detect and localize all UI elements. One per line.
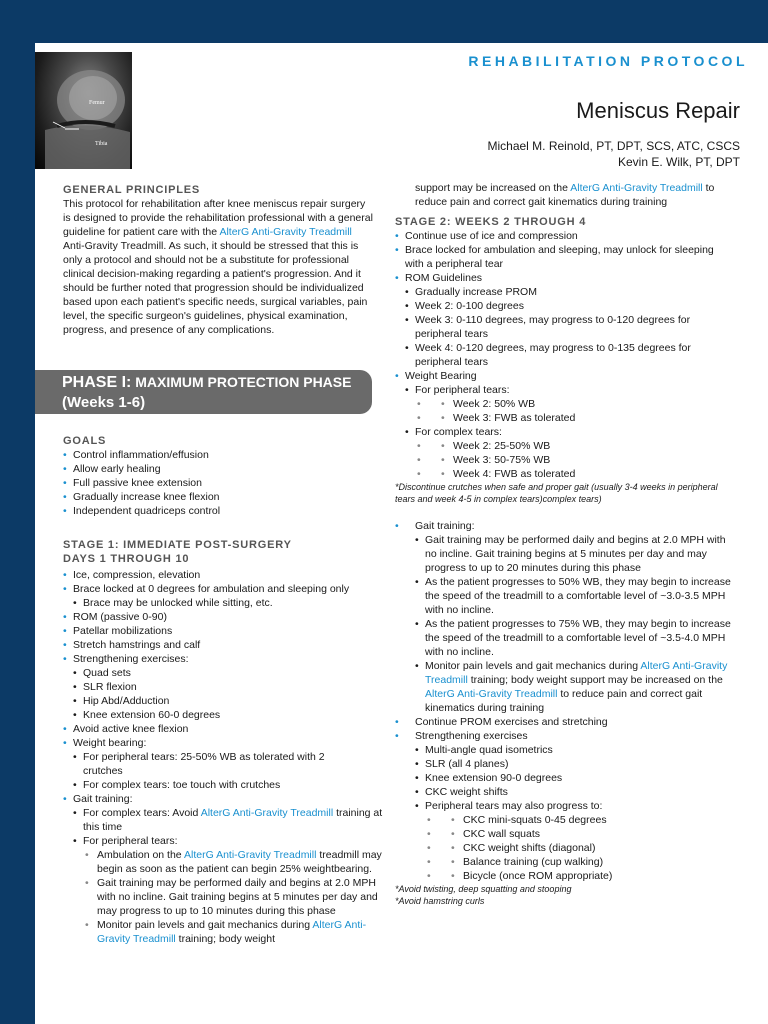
monitor-text: Monitor pain levels and gait mechanics during (425, 660, 641, 672)
stage1-list (63, 568, 383, 946)
stage1-section (63, 538, 383, 946)
goal-item: • Gradually increase knee flexion (63, 490, 383, 504)
progress-value: Balance training (cup walking) (463, 856, 604, 868)
progress-value: CKC mini-squats 0-45 degrees (463, 814, 607, 826)
gait-ambulation (73, 848, 383, 876)
phase-subtitle: MAXIMUM PROTECTION PHASE (135, 374, 352, 390)
wb-peripheral-item: • • Week 3: FWB as tolerated (405, 411, 735, 425)
wb-complex: • For complex tears: (405, 425, 735, 439)
goal-item: • Full passive knee extension (63, 476, 383, 490)
stage1-brace-sub: • Brace may be unlocked while sitting, etc. (73, 596, 383, 610)
protocol-label: REHABILITATION PROTOCOL (468, 53, 748, 69)
progress-value: CKC wall squats (463, 828, 541, 840)
strength-item: • SLR flexion (73, 680, 383, 694)
knee-mri-image (35, 52, 132, 169)
left-column (63, 183, 375, 337)
protocol-sheet (35, 43, 768, 1024)
wb-value: Week 2: 25-50% WB (453, 440, 551, 452)
rom-item: • Week 2: 0-100 degrees (405, 299, 735, 313)
femur-label: Femur (89, 100, 105, 106)
general-text-2: Anti-Gravity Treadmill. As such, it should be stressed that this is only a protocol and should not be a substitute for professional clinical decision-making regarding a patient's progression. And it should be further noted that progression should be individualized based upon each patient's specific needs, surgical variables, pain level, the specific surgeon's guidelines, physical examination, progress, and presence of any complications. (63, 240, 368, 336)
stage1-item (63, 582, 383, 610)
wb-complex-item: • • Week 2: 25-50% WB (405, 439, 735, 453)
phase-weeks: (Weeks 1-6) (62, 394, 146, 411)
avoid-note-1: *Avoid twisting, deep squatting and stooping (395, 884, 572, 894)
gait-complex (73, 806, 383, 834)
strength-item: • Multi-angle quad isometrics (415, 743, 735, 757)
stage2-item: • Continue use of ice and compression (395, 229, 735, 243)
monitor-text: Monitor pain levels and gait mechanics during (97, 919, 313, 931)
alterg-link[interactable]: AlterG Anti-Gravity Treadmill (570, 182, 703, 194)
goals-section (63, 434, 383, 518)
continued-text (395, 181, 735, 209)
stage1-item: • Ice, compression, elevation (63, 568, 383, 582)
monitor-text-2: training; body weight (175, 933, 275, 945)
progress-item: • • CKC weight shifts (diagonal) (415, 841, 735, 855)
stage1-item (63, 652, 383, 722)
stage1-item: • Stretch hamstrings and calf (63, 638, 383, 652)
strength-item: • CKC weight shifts (415, 785, 735, 799)
alterg-link[interactable]: AlterG Anti-Gravity Treadmill (97, 919, 367, 945)
stage1-brace: Brace locked at 0 degrees for ambulation and sleeping only (73, 583, 350, 595)
rom-item: • Week 4: 0-120 degrees, may progress to 0-135 degrees for peripheral tears (405, 341, 735, 369)
wb-title: Weight Bearing (405, 370, 477, 382)
progress-item: • • Balance training (cup walking) (415, 855, 735, 869)
colon: : (143, 737, 147, 749)
progress-value: Bicycle (once ROM appropriate) (463, 870, 613, 882)
goal-item: • Independent quadriceps control (63, 504, 383, 518)
stage1-item: • Avoid active knee flexion (63, 722, 383, 736)
stage2-heading: STAGE 2: WEEKS 2 THROUGH 4 (395, 216, 587, 228)
alterg-link[interactable]: AlterG Anti-Gravity Treadmill (200, 807, 334, 819)
gait-item (415, 659, 735, 715)
strength-item: • Hip Abd/Adduction (73, 694, 383, 708)
amb-text-2: treadmill may begin as soon as the patient can begin 25% weightbearing. (97, 849, 382, 875)
wb-peripheral: • For peripheral tears: (405, 383, 735, 397)
wb-complex: • For complex tears: toe touch with crutches (73, 778, 383, 792)
cont-text-2: to reduce pain and correct gait kinematics during training (415, 182, 715, 208)
stage1-strength-title: Strengthening exercises (73, 653, 186, 665)
gait-item: • As the patient progresses to 50% WB, they may begin to increase the speed of the treadmill to a comfortable level of ~3.0-3.5 MPH with no incline. (415, 575, 735, 617)
knee-mri-illustration (35, 52, 132, 169)
progress-title: • Peripheral tears may also progress to: (415, 799, 735, 813)
stage1-heading: STAGE 1: IMMEDIATE POST-SURGERY (63, 539, 292, 551)
rom-title: ROM Guidelines (405, 272, 483, 284)
rom-item: • Week 3: 0-110 degrees, may progress to 0-120 degrees for peripheral tears (405, 313, 735, 341)
strength-title: Strengthening exercises (415, 730, 528, 742)
gait-item: • As the patient progresses to 75% WB, they may begin to increase the speed of the treadmill to a comfortable level of ~3.5-4.0 MPH with no incline. (415, 617, 735, 659)
general-text-1: This protocol for rehabilitation after knee meniscus repair surgery is designed to provide the rehabilitation professional with a general guideline for patient care with the (63, 198, 373, 238)
alterg-link[interactable]: AlterG Anti-Gravity Treadmill (219, 226, 352, 238)
gait-item: • Gait training may be performed daily and begins at 2.0 MPH with no incline. Gait training begins at 5 minutes per day and may progress to up to 20 minutes during this phase (415, 533, 735, 575)
strength-item: • Quad sets (73, 666, 383, 680)
gait-monitor (73, 918, 383, 946)
stage1-item: • ROM (passive 0-90) (63, 610, 383, 624)
monitor-text-3: to reduce pain and correct gait kinematics during training (425, 688, 703, 714)
wb-value: Week 4: FWB as tolerated (453, 468, 576, 480)
stage2-list-2 (395, 519, 735, 883)
crutches-note: *Discontinue crutches when safe and proper gait (usually 3-4 weeks in peripheral tears and week 4-5 in complex tears)complex tears) (395, 482, 718, 504)
stage2-item (395, 271, 735, 369)
stage1-item (63, 792, 383, 946)
authors (487, 138, 740, 170)
wb-value: Week 2: 50% WB (453, 398, 536, 410)
amb-text: Ambulation on the (97, 849, 184, 861)
rom-item: • Gradually increase PROM (405, 285, 735, 299)
stage2-item (395, 519, 735, 715)
stage1-item: • Patellar mobilizations (63, 624, 383, 638)
strength-item: • Knee extension 90-0 degrees (415, 771, 735, 785)
stage2-list (395, 229, 735, 481)
gait-title: Gait training: (415, 520, 475, 532)
stage1-item (63, 736, 383, 792)
progress-item: • • CKC wall squats (415, 827, 735, 841)
avoid-note-2: *Avoid hamstring curls (395, 896, 485, 906)
general-principles-text (63, 197, 375, 337)
gait-complex-text-2: training at this time (83, 807, 383, 833)
colon: : (185, 653, 189, 665)
stage2-item: • Brace locked for ambulation and sleeping, may unlock for sleeping with a peripheral tear (395, 243, 735, 271)
wb-value: Week 3: FWB as tolerated (453, 412, 576, 424)
monitor-text-2: training; body weight support may be increased on the (467, 674, 723, 686)
alterg-link[interactable]: AlterG Anti-Gravity Treadmill (425, 688, 558, 700)
wb-complex-item: • • Week 4: FWB as tolerated (405, 467, 735, 481)
wb-peripheral: • For peripheral tears: 25-50% WB as tolerated with 2 crutches (73, 750, 383, 778)
goals-heading: GOALS (63, 435, 107, 447)
stage2-item: • Continue PROM exercises and stretching (395, 715, 735, 729)
phase-banner (35, 370, 372, 414)
progress-value: CKC weight shifts (diagonal) (463, 842, 596, 854)
phase-name: PHASE I: (62, 374, 132, 391)
progress-item: • • Bicycle (once ROM appropriate) (415, 869, 735, 883)
alterg-link[interactable]: AlterG Anti-Gravity Treadmill (183, 849, 317, 861)
goal-item: • Control inflammation/effusion (63, 448, 383, 462)
wb-complex-item: • • Week 3: 50-75% WB (405, 453, 735, 467)
progress-item: • • CKC mini-squats 0-45 degrees (415, 813, 735, 827)
right-column (395, 181, 735, 907)
general-principles-heading: GENERAL PRINCIPLES (63, 184, 201, 196)
gait-peripheral: • For peripheral tears: (73, 834, 383, 848)
alterg-link[interactable]: AlterG Anti-Gravity Treadmill (425, 660, 728, 686)
stage2-item (395, 369, 735, 481)
cont-text: support may be increased on the (415, 182, 571, 194)
author-1: Michael M. Reinold, PT, DPT, SCS, ATC, CSCS (487, 139, 740, 153)
tibia-label: Tibia (95, 141, 108, 147)
wb-peripheral-item: • • Week 2: 50% WB (405, 397, 735, 411)
page-title: Meniscus Repair (576, 98, 740, 123)
goal-item: • Allow early healing (63, 462, 383, 476)
stage1-days: DAYS 1 THROUGH 10 (63, 553, 190, 565)
stage2-item (395, 729, 735, 883)
gait-complex-text: For complex tears: Avoid (83, 807, 201, 819)
gait-daily: • Gait training may be performed daily and begins at 2.0 MPH with no incline. Gait training begins at 5 minutes per day and may progress to up to 10 minutes during this phase (73, 876, 383, 918)
goals-list (63, 448, 383, 518)
stage1-wb-title: Weight bearing (73, 737, 144, 749)
strength-item: • Knee extension 60-0 degrees (73, 708, 383, 722)
author-2: Kevin E. Wilk, PT, DPT (617, 155, 740, 169)
stage1-gait-title: Gait training: (73, 793, 133, 805)
strength-item: • SLR (all 4 planes) (415, 757, 735, 771)
phase-title (62, 372, 372, 393)
wb-value: Week 3: 50-75% WB (453, 454, 551, 466)
